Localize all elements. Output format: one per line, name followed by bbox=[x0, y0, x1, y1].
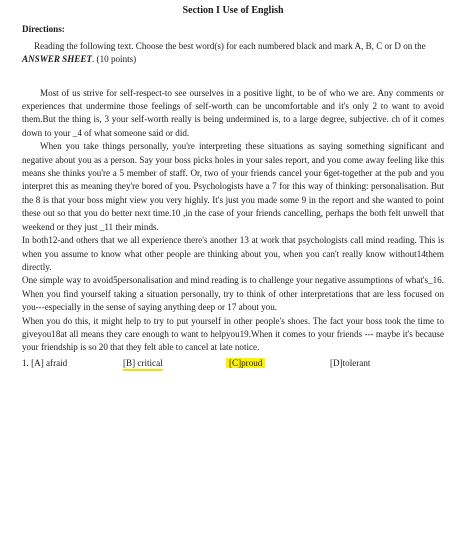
option-d bbox=[330, 357, 370, 370]
directions-text bbox=[22, 40, 444, 67]
passage-paragraph-5: When you do this, it might help to try to put yourself in other people's shoes. The fact your boss took the time to giveyou18at all means they care enough to want to helpyou19.When it comes to your friends --- maybe it's because your friendship is so 20 that they felt able to cancel at late notice. bbox=[22, 315, 444, 353]
passage-paragraph-1: Most of us strive for self-respect-to see ourselves in a positive light, to be of who we are. Any comments or experiences that undermine those feelings of self-worth can be uncomfortable and it's only 2 to want to avoid them.But the thing is, 3 your self-worth really is being undermined is, to a large degree, subjective. ch of it comes down to your _4 of what someone said or did. bbox=[22, 87, 444, 138]
option-b bbox=[123, 357, 226, 370]
directions-text-after: . (10 points) bbox=[92, 54, 137, 65]
passage-paragraph-2: When you take things personally, you're interpreting these situations as saying something significant and negative about you as a person. Say your boss picks holes in your sales report, and you come away feeling like this means she thinks you're a 5 member of staff. Or, two of your friends cancel your 6get-together at the pub and you interpret this as meaning they're bored of you. Psychologists have a 7 for this way of thinking: personalisation. But the 8 is that your boss might view you very highly. It's just you made some 9 in the report and she wanted to point these out so that you do better next time.10 ,in the case of your friends cancelling, perhaps the both felt unwell that weekend or they just _11 their minds. bbox=[22, 141, 444, 232]
answer-sheet-label: ANSWER SHEET bbox=[22, 54, 92, 65]
option-c-text: [C]proud bbox=[226, 358, 265, 368]
question-number: 1. bbox=[22, 357, 29, 368]
option-a bbox=[22, 357, 123, 370]
directions-text-before: Reading the following text. Choose the best word(s) for each numbered black and mark A, B, C or D on the bbox=[34, 40, 426, 51]
passage-paragraph-4: One simple way to avoid5personalisation and mind reading is to challenge your negative assumptions of what's_16. When you find yourself taking a situation personally, try to think of other interpretations that are less focused on you---especially in the sense of saying anything deep or 17 about you. bbox=[22, 275, 444, 313]
directions-heading: Directions: bbox=[22, 24, 65, 35]
option-a-text: [A] afraid bbox=[31, 357, 68, 368]
question-1-options bbox=[22, 357, 444, 370]
option-c bbox=[226, 357, 330, 370]
section-title: Section I Use of English bbox=[182, 5, 284, 16]
option-d-text: [D]tolerant bbox=[330, 357, 371, 368]
passage-paragraph-3: In both12-and others that we all experience there's another 13 at work that psychologists call mind reading. This is when you assume to know what other people are thinking about you, when you can't really know without14them directly. bbox=[22, 235, 444, 272]
option-b-text: [B] critical bbox=[123, 358, 163, 371]
